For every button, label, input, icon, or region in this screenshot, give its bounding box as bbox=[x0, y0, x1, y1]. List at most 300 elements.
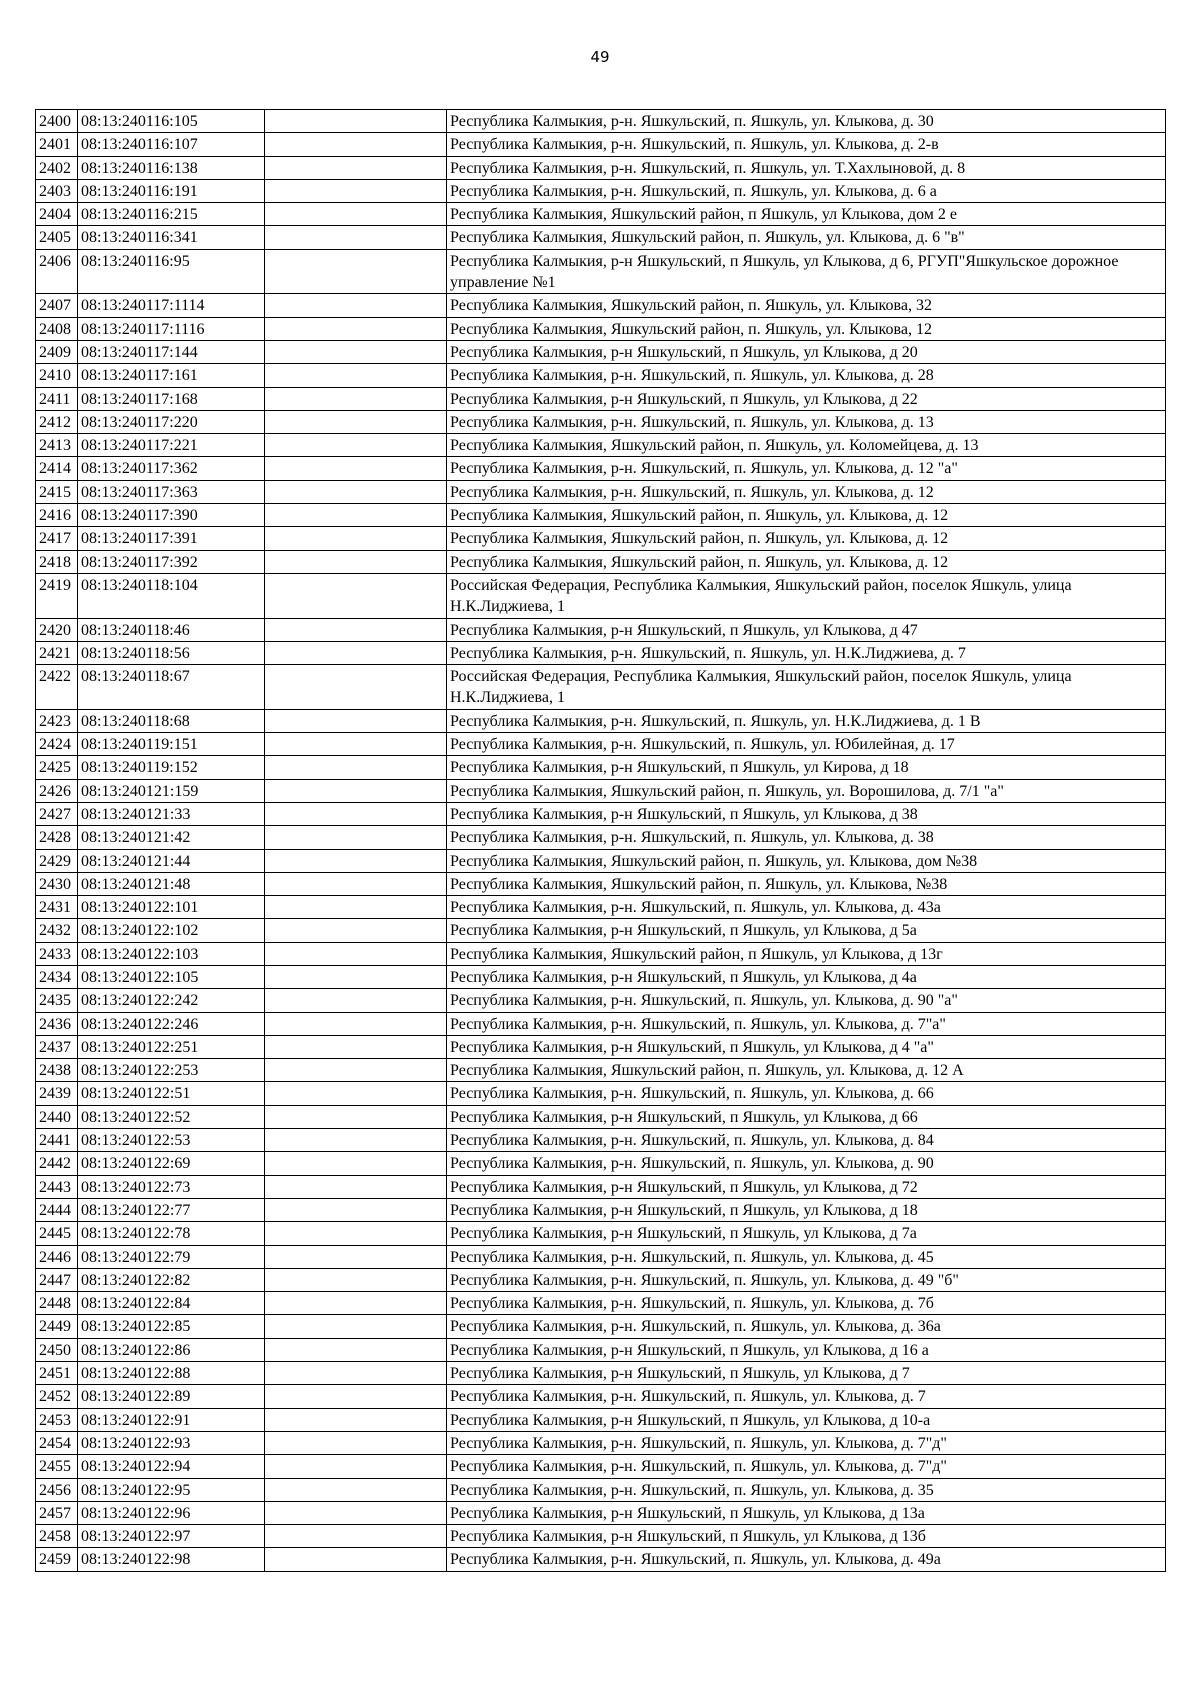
row-number-cell: 2428 bbox=[36, 826, 78, 849]
address-cell: Республика Калмыкия, р-н. Яшкульский, п. Яшкуль, ул. Клыкова, д. 13 bbox=[447, 410, 1166, 433]
cadastral-number-cell: 08:13:240122:73 bbox=[78, 1175, 265, 1198]
note-cell bbox=[265, 919, 447, 942]
row-number-cell: 2414 bbox=[36, 457, 78, 480]
cadastral-number-cell: 08:13:240122:91 bbox=[78, 1408, 265, 1431]
cadastral-number-cell: 08:13:240122:86 bbox=[78, 1338, 265, 1361]
row-number-cell: 2406 bbox=[36, 249, 78, 294]
cadastral-number-cell: 08:13:240117:168 bbox=[78, 387, 265, 410]
address-cell: Республика Калмыкия, р-н. Яшкульский, п. Яшкуль, ул. Н.К.Лиджиева, д. 7 bbox=[447, 641, 1166, 664]
row-number-cell: 2409 bbox=[36, 340, 78, 363]
note-cell bbox=[265, 1455, 447, 1478]
cadastral-number-cell: 08:13:240122:79 bbox=[78, 1245, 265, 1268]
table-row bbox=[36, 179, 1166, 202]
row-number-cell: 2442 bbox=[36, 1152, 78, 1175]
address-cell: Республика Калмыкия, р-н. Яшкульский, п. Яшкуль, ул. Клыкова, д. 45 bbox=[447, 1245, 1166, 1268]
address-cell: Республика Калмыкия, р-н Яшкульский, п Яшкуль, ул Клыкова, д 7а bbox=[447, 1222, 1166, 1245]
table-row bbox=[36, 1245, 1166, 1268]
cadastral-number-cell: 08:13:240118:68 bbox=[78, 709, 265, 732]
registry-body bbox=[36, 110, 1166, 1572]
address-cell: Республика Калмыкия, р-н. Яшкульский, п. Яшкуль, ул. Клыкова, д. 7"а" bbox=[447, 1012, 1166, 1035]
row-number-cell: 2430 bbox=[36, 872, 78, 895]
address-cell: Российская Федерация, Республика Калмыкия, Яшкульский район, поселок Яшкуль, улица Н.К.Лиджиева, 1 bbox=[447, 665, 1166, 710]
cadastral-number-cell: 08:13:240116:138 bbox=[78, 156, 265, 179]
cadastral-number-cell: 08:13:240122:82 bbox=[78, 1268, 265, 1291]
address-cell: Республика Калмыкия, р-н. Яшкульский, п. Яшкуль, ул. Клыкова, д. 6 а bbox=[447, 179, 1166, 202]
table-row bbox=[36, 1315, 1166, 1338]
note-cell bbox=[265, 1245, 447, 1268]
row-number-cell: 2455 bbox=[36, 1455, 78, 1478]
row-number-cell: 2403 bbox=[36, 179, 78, 202]
table-row bbox=[36, 156, 1166, 179]
address-cell: Республика Калмыкия, Яшкульский район, п. Яшкуль, ул. Ворошилова, д. 7/1 "а" bbox=[447, 779, 1166, 802]
row-number-cell: 2439 bbox=[36, 1082, 78, 1105]
table-row bbox=[36, 457, 1166, 480]
note-cell bbox=[265, 1035, 447, 1058]
row-number-cell: 2456 bbox=[36, 1478, 78, 1501]
note-cell bbox=[265, 1129, 447, 1152]
cadastral-number-cell: 08:13:240119:152 bbox=[78, 756, 265, 779]
cadastral-number-cell: 08:13:240122:96 bbox=[78, 1501, 265, 1524]
note-cell bbox=[265, 1268, 447, 1291]
row-number-cell: 2423 bbox=[36, 709, 78, 732]
row-number-cell: 2404 bbox=[36, 203, 78, 226]
cadastral-number-cell: 08:13:240122:253 bbox=[78, 1059, 265, 1082]
note-cell bbox=[265, 826, 447, 849]
row-number-cell: 2425 bbox=[36, 756, 78, 779]
address-cell: Республика Калмыкия, р-н. Яшкульский, п. Яшкуль, ул. Клыкова, д. 7"д" bbox=[447, 1455, 1166, 1478]
cadastral-number-cell: 08:13:240117:1114 bbox=[78, 294, 265, 317]
note-cell bbox=[265, 965, 447, 988]
note-cell bbox=[265, 641, 447, 664]
table-row bbox=[36, 1268, 1166, 1291]
note-cell bbox=[265, 573, 447, 618]
cadastral-number-cell: 08:13:240118:67 bbox=[78, 665, 265, 710]
row-number-cell: 2432 bbox=[36, 919, 78, 942]
address-cell: Республика Калмыкия, р-н. Яшкульский, п. Яшкуль, ул. Клыкова, д. 35 bbox=[447, 1478, 1166, 1501]
table-row bbox=[36, 1501, 1166, 1524]
address-cell: Республика Калмыкия, р-н Яшкульский, п Яшкуль, ул Клыкова, д 47 bbox=[447, 618, 1166, 641]
note-cell bbox=[265, 1152, 447, 1175]
note-cell bbox=[265, 849, 447, 872]
table-row bbox=[36, 294, 1166, 317]
address-cell: Республика Калмыкия, р-н. Яшкульский, п. Яшкуль, ул. Клыкова, д. 12 bbox=[447, 480, 1166, 503]
table-row bbox=[36, 364, 1166, 387]
row-number-cell: 2418 bbox=[36, 550, 78, 573]
cadastral-number-cell: 08:13:240121:33 bbox=[78, 802, 265, 825]
row-number-cell: 2413 bbox=[36, 434, 78, 457]
note-cell bbox=[265, 294, 447, 317]
row-number-cell: 2438 bbox=[36, 1059, 78, 1082]
table-row bbox=[36, 133, 1166, 156]
address-cell: Республика Калмыкия, р-н Яшкульский, п Яшкуль, ул Клыкова, д 72 bbox=[447, 1175, 1166, 1198]
table-row bbox=[36, 1478, 1166, 1501]
row-number-cell: 2420 bbox=[36, 618, 78, 641]
table-row bbox=[36, 641, 1166, 664]
address-cell: Республика Калмыкия, р-н Яшкульский, п Яшкуль, ул Клыкова, д 22 bbox=[447, 387, 1166, 410]
address-cell: Республика Калмыкия, р-н. Яшкульский, п. Яшкуль, ул. Клыкова, д. 7 bbox=[447, 1385, 1166, 1408]
cadastral-number-cell: 08:13:240122:78 bbox=[78, 1222, 265, 1245]
cadastral-number-cell: 08:13:240118:46 bbox=[78, 618, 265, 641]
address-cell: Республика Калмыкия, р-н Яшкульский, п Яшкуль, ул Клыкова, д 10-а bbox=[447, 1408, 1166, 1431]
note-cell bbox=[265, 1175, 447, 1198]
table-row bbox=[36, 1292, 1166, 1315]
cadastral-number-cell: 08:13:240116:215 bbox=[78, 203, 265, 226]
note-cell bbox=[265, 709, 447, 732]
row-number-cell: 2415 bbox=[36, 480, 78, 503]
note-cell bbox=[265, 1525, 447, 1548]
note-cell bbox=[265, 179, 447, 202]
table-row bbox=[36, 756, 1166, 779]
address-cell: Республика Калмыкия, р-н Яшкульский, п Яшкуль, ул Клыкова, д 7 bbox=[447, 1362, 1166, 1385]
cadastral-number-cell: 08:13:240122:95 bbox=[78, 1478, 265, 1501]
note-cell bbox=[265, 410, 447, 433]
table-row bbox=[36, 1431, 1166, 1454]
cadastral-number-cell: 08:13:240117:1116 bbox=[78, 317, 265, 340]
cadastral-number-cell: 08:13:240122:101 bbox=[78, 896, 265, 919]
note-cell bbox=[265, 1012, 447, 1035]
table-row bbox=[36, 573, 1166, 618]
row-number-cell: 2427 bbox=[36, 802, 78, 825]
address-cell: Республика Калмыкия, р-н. Яшкульский, п. Яшкуль, ул. Т.Хахлыновой, д. 8 bbox=[447, 156, 1166, 179]
table-row bbox=[36, 942, 1166, 965]
address-cell: Республика Калмыкия, Яшкульский район, п. Яшкуль, ул. Клыкова, дом №38 bbox=[447, 849, 1166, 872]
note-cell bbox=[265, 872, 447, 895]
note-cell bbox=[265, 779, 447, 802]
table-row bbox=[36, 919, 1166, 942]
table-row bbox=[36, 527, 1166, 550]
address-cell: Республика Калмыкия, Яшкульский район, п. Яшкуль, ул. Клыкова, д. 6 "в" bbox=[447, 226, 1166, 249]
address-cell: Республика Калмыкия, р-н. Яшкульский, п. Яшкуль, ул. Клыкова, д. 12 "а" bbox=[447, 457, 1166, 480]
address-cell: Российская Федерация, Республика Калмыкия, Яшкульский район, поселок Яшкуль, улица Н.К.Лиджиева, 1 bbox=[447, 573, 1166, 618]
row-number-cell: 2436 bbox=[36, 1012, 78, 1035]
table-row bbox=[36, 410, 1166, 433]
address-cell: Республика Калмыкия, Яшкульский район, п Яшкуль, ул Клыкова, д 13г bbox=[447, 942, 1166, 965]
cadastral-number-cell: 08:13:240122:69 bbox=[78, 1152, 265, 1175]
row-number-cell: 2407 bbox=[36, 294, 78, 317]
table-row bbox=[36, 249, 1166, 294]
address-cell: Республика Калмыкия, р-н. Яшкульский, п. Яшкуль, ул. Н.К.Лиджиева, д. 1 В bbox=[447, 709, 1166, 732]
row-number-cell: 2445 bbox=[36, 1222, 78, 1245]
note-cell bbox=[265, 802, 447, 825]
row-number-cell: 2459 bbox=[36, 1548, 78, 1571]
table-row bbox=[36, 1012, 1166, 1035]
note-cell bbox=[265, 133, 447, 156]
registry-table bbox=[35, 109, 1166, 1572]
row-number-cell: 2451 bbox=[36, 1362, 78, 1385]
note-cell bbox=[265, 1385, 447, 1408]
cadastral-number-cell: 08:13:240116:341 bbox=[78, 226, 265, 249]
address-cell: Республика Калмыкия, р-н. Яшкульский, п. Яшкуль, ул. Юбилейная, д. 17 bbox=[447, 733, 1166, 756]
address-cell: Республика Калмыкия, р-н Яшкульский, п Яшкуль, ул Клыкова, д 16 а bbox=[447, 1338, 1166, 1361]
table-row bbox=[36, 1035, 1166, 1058]
row-number-cell: 2449 bbox=[36, 1315, 78, 1338]
address-cell: Республика Калмыкия, Яшкульский район, п. Яшкуль, ул. Клыкова, д. 12 А bbox=[447, 1059, 1166, 1082]
note-cell bbox=[265, 989, 447, 1012]
cadastral-number-cell: 08:13:240122:51 bbox=[78, 1082, 265, 1105]
note-cell bbox=[265, 1478, 447, 1501]
cadastral-number-cell: 08:13:240118:104 bbox=[78, 573, 265, 618]
table-row bbox=[36, 989, 1166, 1012]
note-cell bbox=[265, 340, 447, 363]
row-number-cell: 2441 bbox=[36, 1129, 78, 1152]
note-cell bbox=[265, 1198, 447, 1221]
address-cell: Республика Калмыкия, р-н. Яшкульский, п. Яшкуль, ул. Клыкова, д. 36а bbox=[447, 1315, 1166, 1338]
cadastral-number-cell: 08:13:240117:362 bbox=[78, 457, 265, 480]
cadastral-number-cell: 08:13:240116:191 bbox=[78, 179, 265, 202]
cadastral-number-cell: 08:13:240122:52 bbox=[78, 1105, 265, 1128]
cadastral-number-cell: 08:13:240121:42 bbox=[78, 826, 265, 849]
cadastral-number-cell: 08:13:240117:391 bbox=[78, 527, 265, 550]
cadastral-number-cell: 08:13:240122:93 bbox=[78, 1431, 265, 1454]
table-row bbox=[36, 826, 1166, 849]
address-cell: Республика Калмыкия, р-н. Яшкульский, п. Яшкуль, ул. Клыкова, д. 49 "б" bbox=[447, 1268, 1166, 1291]
row-number-cell: 2443 bbox=[36, 1175, 78, 1198]
address-cell: Республика Калмыкия, р-н Яшкульский, п Яшкуль, ул Клыкова, д 6, РГУП"Яшкульское дорожное управление №1 bbox=[447, 249, 1166, 294]
cadastral-number-cell: 08:13:240116:107 bbox=[78, 133, 265, 156]
address-cell: Республика Калмыкия, р-н Яшкульский, п Яшкуль, ул Клыкова, д 5а bbox=[447, 919, 1166, 942]
row-number-cell: 2434 bbox=[36, 965, 78, 988]
row-number-cell: 2448 bbox=[36, 1292, 78, 1315]
row-number-cell: 2457 bbox=[36, 1501, 78, 1524]
row-number-cell: 2422 bbox=[36, 665, 78, 710]
table-row bbox=[36, 1362, 1166, 1385]
cadastral-number-cell: 08:13:240117:221 bbox=[78, 434, 265, 457]
note-cell bbox=[265, 1501, 447, 1524]
cadastral-number-cell: 08:13:240122:84 bbox=[78, 1292, 265, 1315]
cadastral-number-cell: 08:13:240122:53 bbox=[78, 1129, 265, 1152]
table-row bbox=[36, 1338, 1166, 1361]
table-row bbox=[36, 1152, 1166, 1175]
table-row bbox=[36, 872, 1166, 895]
row-number-cell: 2424 bbox=[36, 733, 78, 756]
row-number-cell: 2419 bbox=[36, 573, 78, 618]
cadastral-number-cell: 08:13:240122:103 bbox=[78, 942, 265, 965]
address-cell: Республика Калмыкия, Яшкульский район, п Яшкуль, ул Клыкова, дом 2 е bbox=[447, 203, 1166, 226]
address-cell: Республика Калмыкия, Яшкульский район, п. Яшкуль, ул. Клыкова, д. 12 bbox=[447, 550, 1166, 573]
table-row bbox=[36, 1548, 1166, 1571]
cadastral-number-cell: 08:13:240122:98 bbox=[78, 1548, 265, 1571]
note-cell bbox=[265, 1431, 447, 1454]
address-cell: Республика Калмыкия, р-н Яшкульский, п Яшкуль, ул Клыкова, д 20 bbox=[447, 340, 1166, 363]
address-cell: Республика Калмыкия, р-н Яшкульский, п Яшкуль, ул Клыкова, д 18 bbox=[447, 1198, 1166, 1221]
table-row bbox=[36, 110, 1166, 133]
row-number-cell: 2429 bbox=[36, 849, 78, 872]
note-cell bbox=[265, 733, 447, 756]
address-cell: Республика Калмыкия, Яшкульский район, п. Яшкуль, ул. Клыкова, 12 bbox=[447, 317, 1166, 340]
note-cell bbox=[265, 1222, 447, 1245]
table-row bbox=[36, 1129, 1166, 1152]
address-cell: Республика Калмыкия, р-н Яшкульский, п Яшкуль, ул Клыкова, д 13б bbox=[447, 1525, 1166, 1548]
table-row bbox=[36, 480, 1166, 503]
table-row bbox=[36, 965, 1166, 988]
address-cell: Республика Калмыкия, р-н. Яшкульский, п. Яшкуль, ул. Клыкова, д. 90 "а" bbox=[447, 989, 1166, 1012]
table-row bbox=[36, 733, 1166, 756]
table-row bbox=[36, 1059, 1166, 1082]
address-cell: Республика Калмыкия, р-н. Яшкульский, п. Яшкуль, ул. Клыкова, д. 7"д" bbox=[447, 1431, 1166, 1454]
row-number-cell: 2426 bbox=[36, 779, 78, 802]
cadastral-number-cell: 08:13:240119:151 bbox=[78, 733, 265, 756]
note-cell bbox=[265, 527, 447, 550]
cadastral-number-cell: 08:13:240117:161 bbox=[78, 364, 265, 387]
row-number-cell: 2405 bbox=[36, 226, 78, 249]
cadastral-number-cell: 08:13:240122:89 bbox=[78, 1385, 265, 1408]
address-cell: Республика Калмыкия, р-н Яшкульский, п Яшкуль, ул Кирова, д 18 bbox=[447, 756, 1166, 779]
table-row bbox=[36, 709, 1166, 732]
note-cell bbox=[265, 480, 447, 503]
table-row bbox=[36, 1105, 1166, 1128]
row-number-cell: 2400 bbox=[36, 110, 78, 133]
address-cell: Республика Калмыкия, р-н. Яшкульский, п. Яшкуль, ул. Клыкова, д. 30 bbox=[447, 110, 1166, 133]
address-cell: Республика Калмыкия, р-н. Яшкульский, п. Яшкуль, ул. Клыкова, д. 43а bbox=[447, 896, 1166, 919]
table-row bbox=[36, 340, 1166, 363]
cadastral-number-cell: 08:13:240122:242 bbox=[78, 989, 265, 1012]
row-number-cell: 2401 bbox=[36, 133, 78, 156]
table-row bbox=[36, 387, 1166, 410]
table-row bbox=[36, 317, 1166, 340]
row-number-cell: 2431 bbox=[36, 896, 78, 919]
cadastral-number-cell: 08:13:240122:102 bbox=[78, 919, 265, 942]
note-cell bbox=[265, 665, 447, 710]
address-cell: Республика Калмыкия, р-н. Яшкульский, п. Яшкуль, ул. Клыкова, д. 66 bbox=[447, 1082, 1166, 1105]
address-cell: Республика Калмыкия, р-н. Яшкульский, п. Яшкуль, ул. Клыкова, д. 84 bbox=[447, 1129, 1166, 1152]
note-cell bbox=[265, 1082, 447, 1105]
address-cell: Республика Калмыкия, р-н Яшкульский, п Яшкуль, ул Клыкова, д 66 bbox=[447, 1105, 1166, 1128]
note-cell bbox=[265, 387, 447, 410]
table-row bbox=[36, 1198, 1166, 1221]
cadastral-number-cell: 08:13:240122:85 bbox=[78, 1315, 265, 1338]
row-number-cell: 2437 bbox=[36, 1035, 78, 1058]
note-cell bbox=[265, 550, 447, 573]
note-cell bbox=[265, 1105, 447, 1128]
cadastral-number-cell: 08:13:240117:220 bbox=[78, 410, 265, 433]
cadastral-number-cell: 08:13:240116:105 bbox=[78, 110, 265, 133]
cadastral-number-cell: 08:13:240122:246 bbox=[78, 1012, 265, 1035]
page-number: 49 bbox=[590, 48, 610, 66]
row-number-cell: 2458 bbox=[36, 1525, 78, 1548]
note-cell bbox=[265, 364, 447, 387]
address-cell: Республика Калмыкия, р-н Яшкульский, п Яшкуль, ул Клыкова, д 4а bbox=[447, 965, 1166, 988]
table-row bbox=[36, 849, 1166, 872]
row-number-cell: 2416 bbox=[36, 504, 78, 527]
row-number-cell: 2435 bbox=[36, 989, 78, 1012]
table-row bbox=[36, 1175, 1166, 1198]
note-cell bbox=[265, 457, 447, 480]
table-row bbox=[36, 802, 1166, 825]
address-cell: Республика Калмыкия, Яшкульский район, п. Яшкуль, ул. Клыкова, д. 12 bbox=[447, 527, 1166, 550]
address-cell: Республика Калмыкия, р-н. Яшкульский, п. Яшкуль, ул. Клыкова, д. 2-в bbox=[447, 133, 1166, 156]
cadastral-number-cell: 08:13:240122:94 bbox=[78, 1455, 265, 1478]
row-number-cell: 2454 bbox=[36, 1431, 78, 1454]
note-cell bbox=[265, 1059, 447, 1082]
note-cell bbox=[265, 942, 447, 965]
row-number-cell: 2447 bbox=[36, 1268, 78, 1291]
cadastral-number-cell: 08:13:240118:56 bbox=[78, 641, 265, 664]
note-cell bbox=[265, 756, 447, 779]
note-cell bbox=[265, 434, 447, 457]
table-row bbox=[36, 618, 1166, 641]
row-number-cell: 2417 bbox=[36, 527, 78, 550]
table-row bbox=[36, 1385, 1166, 1408]
cadastral-number-cell: 08:13:240117:363 bbox=[78, 480, 265, 503]
table-row bbox=[36, 896, 1166, 919]
address-cell: Республика Калмыкия, Яшкульский район, п. Яшкуль, ул. Клыкова, №38 bbox=[447, 872, 1166, 895]
note-cell bbox=[265, 1315, 447, 1338]
table-row bbox=[36, 504, 1166, 527]
address-cell: Республика Калмыкия, р-н Яшкульский, п Яшкуль, ул Клыкова, д 13а bbox=[447, 1501, 1166, 1524]
note-cell bbox=[265, 249, 447, 294]
row-number-cell: 2411 bbox=[36, 387, 78, 410]
row-number-cell: 2408 bbox=[36, 317, 78, 340]
row-number-cell: 2446 bbox=[36, 1245, 78, 1268]
row-number-cell: 2421 bbox=[36, 641, 78, 664]
cadastral-number-cell: 08:13:240121:44 bbox=[78, 849, 265, 872]
address-cell: Республика Калмыкия, р-н. Яшкульский, п. Яшкуль, ул. Клыкова, д. 28 bbox=[447, 364, 1166, 387]
note-cell bbox=[265, 317, 447, 340]
address-cell: Республика Калмыкия, р-н. Яшкульский, п. Яшкуль, ул. Клыкова, д. 7б bbox=[447, 1292, 1166, 1315]
row-number-cell: 2453 bbox=[36, 1408, 78, 1431]
row-number-cell: 2402 bbox=[36, 156, 78, 179]
cadastral-number-cell: 08:13:240122:88 bbox=[78, 1362, 265, 1385]
table-row bbox=[36, 226, 1166, 249]
address-cell: Республика Калмыкия, р-н. Яшкульский, п. Яшкуль, ул. Клыкова, д. 49а bbox=[447, 1548, 1166, 1571]
cadastral-number-cell: 08:13:240122:105 bbox=[78, 965, 265, 988]
table-row bbox=[36, 1082, 1166, 1105]
note-cell bbox=[265, 1408, 447, 1431]
cadastral-number-cell: 08:13:240116:95 bbox=[78, 249, 265, 294]
row-number-cell: 2440 bbox=[36, 1105, 78, 1128]
address-cell: Республика Калмыкия, р-н Яшкульский, п Яшкуль, ул Клыкова, д 38 bbox=[447, 802, 1166, 825]
cadastral-number-cell: 08:13:240121:48 bbox=[78, 872, 265, 895]
row-number-cell: 2444 bbox=[36, 1198, 78, 1221]
row-number-cell: 2410 bbox=[36, 364, 78, 387]
row-number-cell: 2450 bbox=[36, 1338, 78, 1361]
note-cell bbox=[265, 1292, 447, 1315]
cadastral-number-cell: 08:13:240117:144 bbox=[78, 340, 265, 363]
table-row bbox=[36, 1408, 1166, 1431]
note-cell bbox=[265, 504, 447, 527]
cadastral-number-cell: 08:13:240122:77 bbox=[78, 1198, 265, 1221]
table-row bbox=[36, 1525, 1166, 1548]
address-cell: Республика Калмыкия, р-н Яшкульский, п Яшкуль, ул Клыкова, д 4 "а" bbox=[447, 1035, 1166, 1058]
table-row bbox=[36, 665, 1166, 710]
table-row bbox=[36, 779, 1166, 802]
note-cell bbox=[265, 156, 447, 179]
table-row bbox=[36, 1222, 1166, 1245]
table-row bbox=[36, 1455, 1166, 1478]
row-number-cell: 2412 bbox=[36, 410, 78, 433]
cadastral-number-cell: 08:13:240122:97 bbox=[78, 1525, 265, 1548]
row-number-cell: 2433 bbox=[36, 942, 78, 965]
address-cell: Республика Калмыкия, Яшкульский район, п. Яшкуль, ул. Клыкова, 32 bbox=[447, 294, 1166, 317]
table-row bbox=[36, 434, 1166, 457]
table-row bbox=[36, 203, 1166, 226]
address-cell: Республика Калмыкия, Яшкульский район, п. Яшкуль, ул. Коломейцева, д. 13 bbox=[447, 434, 1166, 457]
note-cell bbox=[265, 1362, 447, 1385]
table-row bbox=[36, 550, 1166, 573]
note-cell bbox=[265, 203, 447, 226]
note-cell bbox=[265, 110, 447, 133]
address-cell: Республика Калмыкия, р-н. Яшкульский, п. Яшкуль, ул. Клыкова, д. 38 bbox=[447, 826, 1166, 849]
cadastral-number-cell: 08:13:240117:390 bbox=[78, 504, 265, 527]
address-cell: Республика Калмыкия, р-н. Яшкульский, п. Яшкуль, ул. Клыкова, д. 90 bbox=[447, 1152, 1166, 1175]
cadastral-number-cell: 08:13:240117:392 bbox=[78, 550, 265, 573]
note-cell bbox=[265, 618, 447, 641]
note-cell bbox=[265, 896, 447, 919]
address-cell: Республика Калмыкия, Яшкульский район, п. Яшкуль, ул. Клыкова, д. 12 bbox=[447, 504, 1166, 527]
cadastral-number-cell: 08:13:240121:159 bbox=[78, 779, 265, 802]
row-number-cell: 2452 bbox=[36, 1385, 78, 1408]
note-cell bbox=[265, 1338, 447, 1361]
